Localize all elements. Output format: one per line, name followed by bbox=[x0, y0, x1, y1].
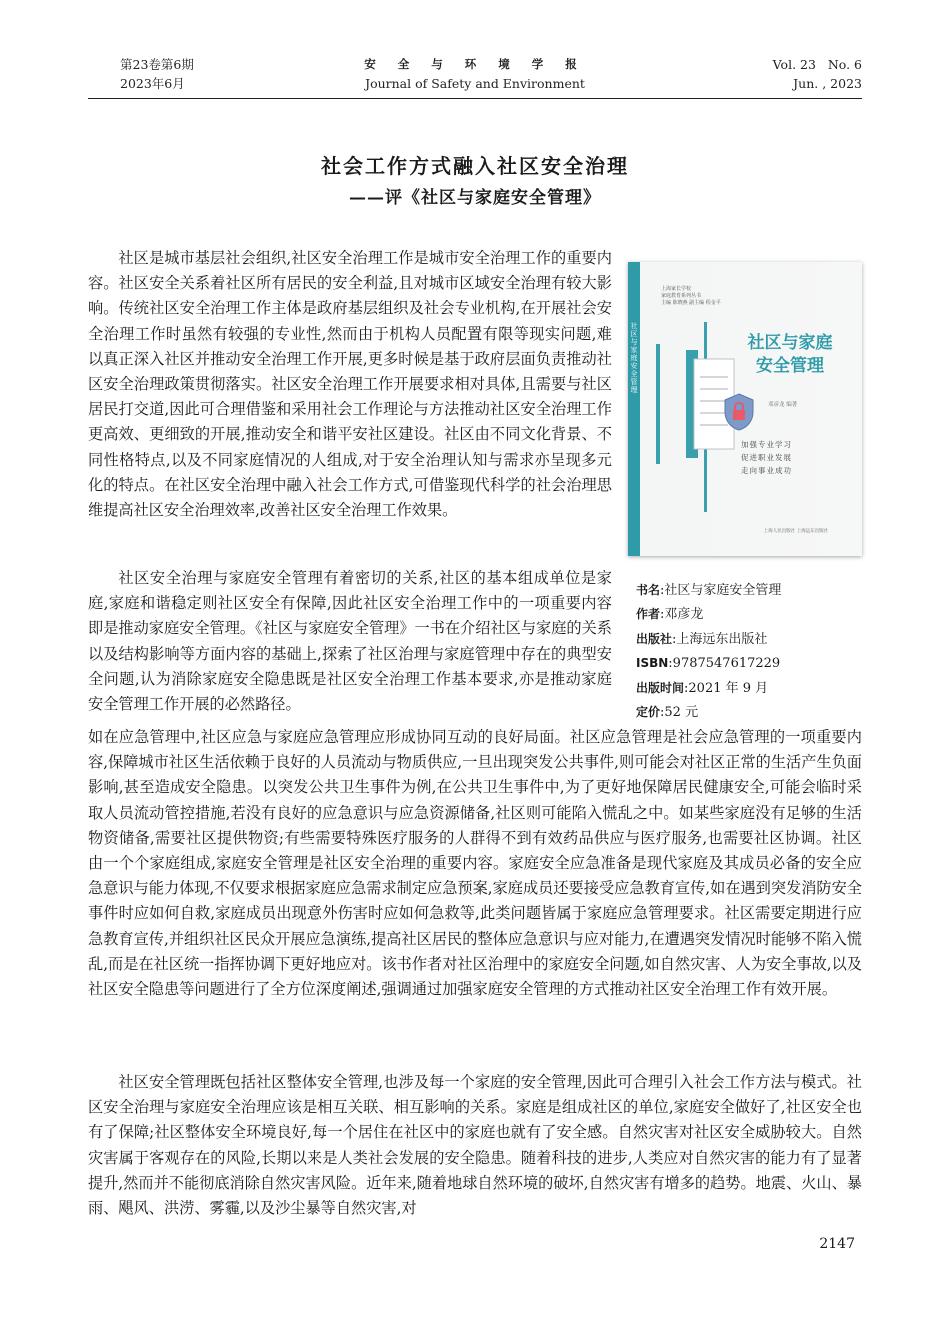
book-info-author bbox=[636, 602, 703, 627]
article-title: 社会工作方式融入社区安全治理 bbox=[321, 154, 629, 178]
book-cover-title bbox=[730, 332, 850, 378]
book-info-publisher-label: 出版社 bbox=[636, 632, 673, 646]
book-cover-title-line-1: 社区与家庭 bbox=[747, 333, 833, 353]
book-info-price-value: :52 元 bbox=[660, 705, 699, 720]
book-info-publisher-value: :上海远东出版社 bbox=[672, 632, 768, 647]
book-info-title-label: 书名 bbox=[636, 583, 661, 597]
book-series-info: 上海家长学校 家庭教育系列丛书 主编 陈晓燕 副主编 程金平 bbox=[661, 286, 721, 306]
header-volume-issue: 第23卷第6期 bbox=[120, 57, 194, 72]
header-volume-issue-en: Vol. 23 No. 6 bbox=[772, 57, 862, 72]
book-cover-publisher: 上海人民出版社 上海远东出版社 bbox=[763, 529, 829, 534]
book-info-date-label: 出版时间 bbox=[636, 681, 685, 695]
book-cover-image bbox=[628, 262, 862, 556]
book-info-isbn-value: :9787547617229 bbox=[668, 656, 781, 671]
header-issue-info bbox=[120, 55, 194, 93]
paragraph-1: 社区是城市基层社会组织,社区安全治理工作是城市安全治理工作的重要内容。社区安全关系着社区所有居民的安全利益,且对城市区域安全治理有较大影响。传统社区安全治理工作主体是政府基层组织及社会专业机构,在开展社会安全治理工作时虽然有较强的专业性,然而由于机构人员配置有限等现实问题,难以真正深入社区并推动安全治理工作开展,更多时候是基于政府层面负责推动社区安全治理政策贯彻落实。社区安全治理工作开展要求相对具体,且需要与社区居民打交道,因此可合理借鉴和采用社会工作理论与方法推动社区安全治理工作更高效、更细致的开展,推动安全和谐平安社区建设。社区由不同文化背景、不同性格特点,以及不同家庭情况的人组成,对于安全治理认知与需求亦呈现多元化的特点。在社区安全治理中融入社会工作方式,可借鉴现代科学的社会治理思维提高社区安全治理效率,改善社区安全治理工作效果。 bbox=[88, 249, 612, 520]
journal-name-en: Journal of Safety and Environment bbox=[365, 76, 585, 91]
journal-name-cn: 安 全 与 环 境 学 报 bbox=[364, 57, 586, 71]
header-journal bbox=[300, 55, 650, 93]
slogan-line-2: 促进职业发展 bbox=[741, 453, 792, 462]
header-divider bbox=[88, 98, 862, 99]
slogan-line-3: 走向事业成功 bbox=[741, 466, 792, 475]
paragraph-2: 社区安全治理与家庭安全管理有着密切的关系,社区的基本组成单位是家庭,家庭和谐稳定则社区安全有保障,因此社区安全治理工作中的一项重要内容即是推动家庭安全管理。《社区与家庭安全管理》一书在介绍社区与家庭的关系以及结构影响等方面内容的基础上,探索了社区治理与家庭管理中存在的典型安全问题,认为消除家庭安全隐患既是社区安全治理工作基本要求,亦是推动家庭安全管理工作开展的必然路径。 bbox=[88, 569, 612, 714]
page-number: 2147 bbox=[819, 1236, 855, 1252]
book-info-isbn-label: ISBN bbox=[636, 656, 669, 670]
security-shield-icon bbox=[722, 392, 756, 432]
cover-stripe bbox=[656, 344, 660, 464]
book-info-publisher bbox=[636, 627, 767, 652]
header-issue-info-en bbox=[773, 55, 862, 93]
header-date: 2023年6月 bbox=[120, 76, 185, 91]
book-info-price bbox=[636, 700, 698, 725]
book-info-author-value: :邓彦龙 bbox=[660, 607, 704, 622]
slogan-line-1: 加强专业学习 bbox=[741, 440, 792, 449]
header-date-en: Jun. , 2023 bbox=[793, 76, 862, 91]
book-cover-slogan bbox=[741, 438, 851, 477]
book-cover-title-line-2: 安全管理 bbox=[756, 356, 824, 376]
book-spine bbox=[628, 262, 640, 556]
paragraph-2-continued: 如在应急管理中,社区应急与家庭应急管理应形成协同互动的良好局面。社区应急管理是社会应急管理的一项重要内容,保障城市社区生活依赖于良好的人员流动与物质供应,一旦出现突发公共事件,则可能会对社区正常的生活产生负面影响,甚至造成安全隐患。以突发公共卫生事件为例,在公共卫生事件中,为了更好地保障居民健康安全,可能会临时采取人员流动管控措施,若没有良好的应急意识与应急资源储备,社区则可能陷入慌乱之中。如某些家庭没有足够的生活物资储备,需要社区提供物资;有些需要特殊医疗服务的人群得不到有效药品供应与医疗服务,也需要社区协调。社区由一个个家庭组成,家庭安全管理是社区安全治理的重要内容。家庭安全应急准备是现代家庭及其成员必备的安全应急意识与能力体现,不仅要求根据家庭应急需求制定应急预案,家庭成员还要接受应急教育宣传,如在遇到突发消防安全事件时应如何自救,家庭成员出现意外伤害时应如何急救等,此类问题皆属于家庭应急管理要求。社区需要定期进行应急教育宣传,并组织社区民众开展应急演练,提高社区居民的整体应急意识与应对能力,在遭遇突发情况时能够不陷入慌乱,而是在社区统一指挥协调下更好地应对。该书作者对社区治理中的家庭安全问题,如自然灾害、人为安全事故,以及社区安全隐患等问题进行了全方位深度阐述,强调通过加强家庭安全管理的方式推动社区安全治理工作有效开展。 bbox=[88, 728, 862, 999]
book-info-price-label: 定价 bbox=[636, 705, 661, 719]
book-spine-title: 社区与家庭安全管理 bbox=[630, 322, 638, 394]
book-info-date bbox=[636, 676, 768, 701]
book-info-author-label: 作者 bbox=[636, 607, 661, 621]
book-cover-author: 邓彦龙 编著 bbox=[768, 402, 798, 408]
book-info-isbn bbox=[636, 651, 780, 676]
book-info-title-value: :社区与家庭安全管理 bbox=[660, 583, 782, 598]
article-subtitle: ——评《社区与家庭安全管理》 bbox=[349, 188, 601, 208]
book-info-date-value: :2021 年 9 月 bbox=[684, 681, 769, 696]
paragraph-3: 社区安全管理既包括社区整体安全管理,也涉及每一个家庭的安全管理,因此可合理引入社会工作方法与模式。社区安全治理与家庭安全治理应该是相互关联、相互影响的关系。家庭是组成社区的单位,家庭安全做好了,社区安全也有了保障;社区整体安全环境良好,每一个居住在社区中的家庭也就有了安全感。自然灾害对社区安全威胁较大。自然灾害属于客观存在的风险,长期以来是人类社会发展的安全隐患。随着科技的进步,人类应对自然灾害的能力有了显著提升,然而并不能彻底消除自然灾害风险。近年来,随着地球自然环境的破坏,自然灾害有增多的趋势。地震、火山、暴雨、飓风、洪涝、雾霾,以及沙尘暴等自然灾害,对 bbox=[88, 1073, 862, 1218]
book-info-title bbox=[636, 578, 781, 603]
